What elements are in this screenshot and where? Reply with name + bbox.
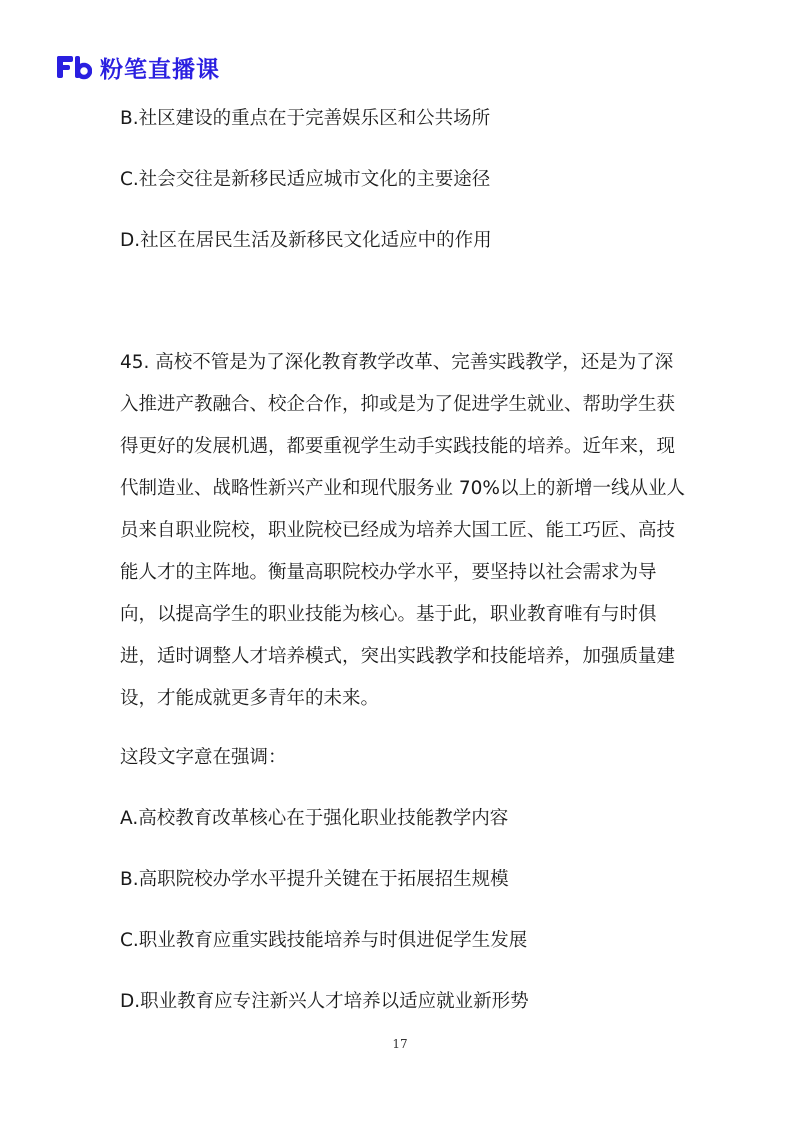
prev-option-b: B.社区建设的重点在于完善娱乐区和公共场所 [120,108,491,129]
question-line: 入推进产教融合、校企合作，抑或是为了促进学生就业、帮助学生获 [120,394,676,415]
question-line: 45. 高校不管是为了深化教育教学改革、完善实践教学，还是为了深 [120,352,674,373]
question-line: 员来自职业院校，职业院校已经成为培养大国工匠、能工巧匠、高技 [120,520,676,541]
question-line: 能人才的主阵地。衡量高职院校办学水平，要坚持以社会需求为导 [120,562,657,583]
brand-logo [56,52,220,82]
option-a: A.高校教育改革核心在于强化职业技能教学内容 [120,808,509,829]
brand-name: 粉笔直播课 [100,56,220,83]
prev-option-c: C.社会交往是新移民适应城市文化的主要途径 [120,169,491,190]
question-prompt: 这段文字意在强调： [120,747,287,768]
option-d: D.职业教育应专注新兴人才培养以适应就业新形势 [120,991,529,1012]
option-c: C.职业教育应重实践技能培养与时俱进促学生发展 [120,930,528,951]
question-line: 进，适时调整人才培养模式，突出实践教学和技能培养，加强质量建 [120,646,676,667]
question-line: 代制造业、战略性新兴产业和现代服务业 70%以上的新增一线从业人 [120,478,686,499]
question-line: 向，以提高学生的职业技能为核心。基于此，职业教育唯有与时俱 [120,604,657,625]
prev-option-d: D.社区在居民生活及新移民文化适应中的作用 [120,230,492,251]
fb-logo-icon [56,54,92,80]
option-b: B.高职院校办学水平提升关键在于拓展招生规模 [120,869,509,890]
question-line: 得更好的发展机遇，都要重视学生动手实践技能的培养。近年来，现 [120,436,676,457]
question-line: 设，才能成就更多青年的未来。 [120,688,380,709]
page-number: 17 [392,1037,408,1051]
